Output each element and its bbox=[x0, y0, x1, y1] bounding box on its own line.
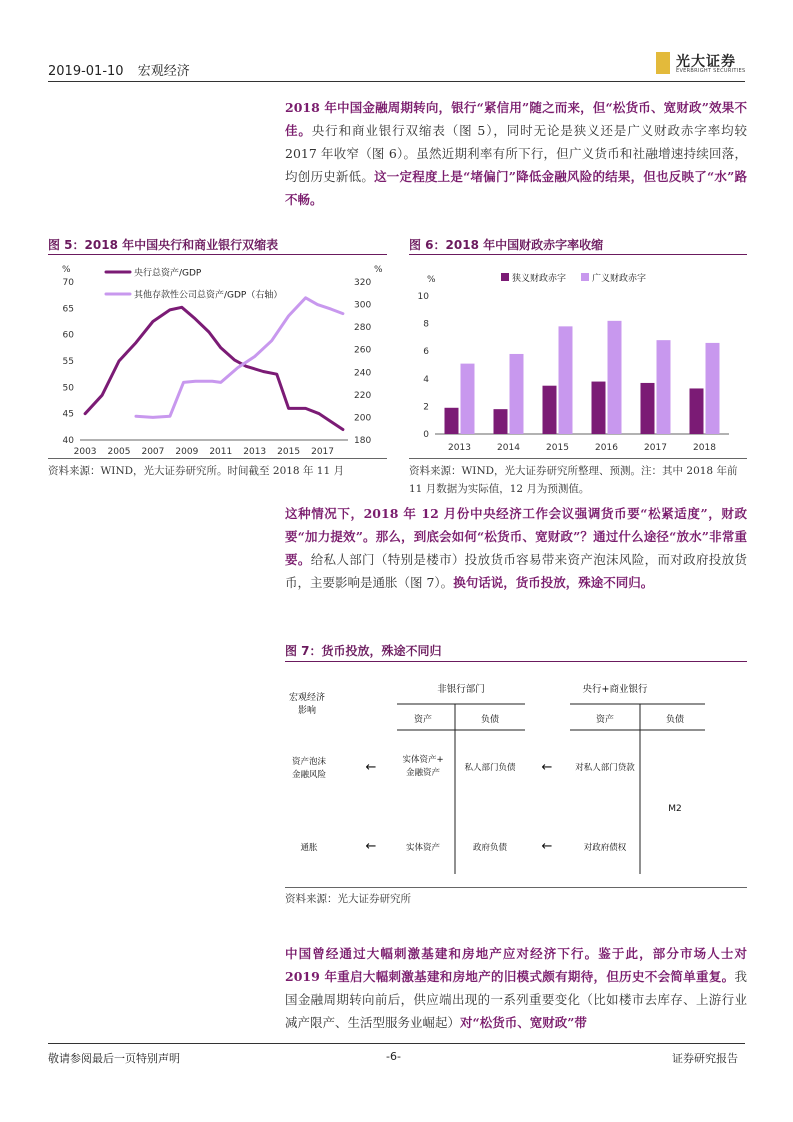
nonbank-real-assets: 实体资产 bbox=[405, 843, 441, 853]
bar-2014-series-1 bbox=[494, 409, 508, 434]
y-right-tick-label: 220 bbox=[354, 390, 372, 401]
figure-5-source: 资料来源：WIND，光大证券研究所。时间截至 2018 年 11 月 bbox=[48, 465, 344, 477]
figure-5-title-rule bbox=[48, 254, 387, 255]
x-tick-label: 2015 bbox=[277, 447, 301, 457]
figure-6-title: 图 6：2018 年中国财政赤字率收缩 bbox=[409, 238, 604, 252]
report-header bbox=[48, 60, 190, 79]
nonbank-financial-assets: 金融资产 bbox=[405, 768, 441, 778]
x-tick-label: 2007 bbox=[141, 447, 165, 457]
footer-report-type: 证券研究报告 bbox=[672, 1052, 738, 1065]
bank-assets-header: 资产 bbox=[595, 715, 615, 725]
x-tick-label: 2016 bbox=[595, 443, 618, 453]
x-tick-label: 2009 bbox=[175, 447, 199, 457]
bar-2018-series-2 bbox=[706, 343, 720, 434]
x-tick-label: 2015 bbox=[546, 443, 569, 453]
m2-label: M2 bbox=[668, 804, 682, 814]
figure-7-title-rule bbox=[285, 661, 747, 662]
claims-on-government: 对政府债权 bbox=[583, 843, 627, 853]
x-tick-label: 2017 bbox=[311, 447, 335, 457]
logo-mark-icon bbox=[656, 52, 670, 74]
paragraph-1-bold-lead: 2018 年中国金融周期转向，银行“紧信用”随之而来，但“松货币、宽财政”效果不佳。 bbox=[285, 100, 747, 138]
paragraph-1-body: 央行和商业银行双缩表（图 5），同时无论是狭义还是广义财政赤字率均较 2017 年收窄（图 6）。虽然近期利率有所下行，但广义货币和社融增速持续回落，均创历史新低。 bbox=[285, 123, 747, 184]
right-axis-unit: % bbox=[374, 265, 383, 275]
x-tick-label: 2003 bbox=[73, 447, 97, 457]
nonbank-liabilities-header: 负债 bbox=[480, 715, 500, 725]
header-rule bbox=[48, 81, 745, 82]
series-line-1 bbox=[85, 307, 343, 429]
impact-financial-risk: 金融风险 bbox=[291, 770, 327, 780]
y-right-tick-label: 280 bbox=[354, 323, 372, 334]
bar-2013-series-1 bbox=[445, 408, 459, 434]
nonbank-assets-header: 资产 bbox=[413, 715, 433, 725]
y-right-tick-label: 320 bbox=[354, 278, 372, 288]
y-right-tick-label: 300 bbox=[354, 300, 372, 311]
impact-header-line1: 宏观经济 bbox=[288, 693, 326, 703]
y-tick-label: 6 bbox=[423, 347, 429, 358]
paragraph-3-bold-tail: 对“松货币、宽财政”带 bbox=[460, 1015, 587, 1030]
nonbank-header: 非银行部门 bbox=[437, 684, 485, 695]
y-right-tick-label: 200 bbox=[354, 413, 372, 424]
arrow-left-icon: ← bbox=[541, 760, 553, 775]
bar-2016-series-2 bbox=[608, 321, 622, 434]
x-tick-label: 2014 bbox=[497, 443, 520, 453]
x-tick-label: 2013 bbox=[243, 447, 267, 457]
bar-2016-series-1 bbox=[592, 382, 606, 434]
page-number: -6- bbox=[386, 1050, 401, 1063]
series-line-2 bbox=[136, 298, 343, 418]
figure-7-bottom-rule bbox=[285, 887, 747, 888]
y-tick-label: 0 bbox=[423, 430, 429, 440]
paragraph-3 bbox=[285, 942, 747, 1034]
arrow-left-icon: ← bbox=[365, 839, 377, 854]
bar-2013-series-2 bbox=[461, 364, 475, 434]
x-tick-label: 2018 bbox=[693, 443, 716, 453]
impact-inflation: 通胀 bbox=[300, 843, 318, 853]
y-tick-label: 8 bbox=[423, 319, 429, 330]
y-left-tick-label: 45 bbox=[62, 409, 74, 420]
logo-english-name: EVERBRIGHT SECURITIES bbox=[676, 68, 746, 74]
paragraph-2-bold-tail: 换句话说，货币投放，殊途不同归。 bbox=[453, 575, 654, 590]
y-right-tick-label: 240 bbox=[354, 368, 372, 379]
bar-2015-series-2 bbox=[559, 326, 573, 434]
figure-6-title-rule bbox=[409, 254, 747, 255]
y-left-tick-label: 70 bbox=[62, 278, 74, 288]
nonbank-real-plus-financial-assets: 实体资产+ bbox=[402, 755, 444, 765]
paragraph-3-bold-lead: 中国曾经通过大幅刺激基建和房地产应对经济下行。鉴于此，部分市场人士对 2019 年重启大幅刺激基建和房地产的旧模式颇有期待，但历史不会简单重复。 bbox=[285, 946, 747, 984]
bar-2018-series-1 bbox=[690, 388, 704, 434]
x-tick-label: 2005 bbox=[107, 447, 131, 457]
bar-2017-series-2 bbox=[657, 340, 671, 434]
paragraph-2-bold-lead: 这种情况下，2018 年 12 月份中央经济工作会议强调货币要“松紧适度”，财政要“加力提效”。那么，到底会如何“松货币、宽财政”？通过什么途径“放水”非常重要。 bbox=[285, 506, 747, 567]
private-sector-liabilities: 私人部门负债 bbox=[464, 763, 516, 773]
y-left-tick-label: 65 bbox=[62, 304, 74, 315]
y-tick-label: 2 bbox=[423, 402, 429, 413]
figure-7-diagram bbox=[285, 668, 747, 886]
legend-label-2: 其他存款性公司总资产/GDP（右轴） bbox=[134, 290, 283, 301]
x-tick-label: 2011 bbox=[209, 447, 233, 457]
y-left-tick-label: 60 bbox=[62, 330, 74, 341]
y-tick-label: 10 bbox=[417, 292, 429, 302]
impact-asset-bubble: 资产泡沫 bbox=[291, 757, 327, 767]
legend-label-2: 广义财政赤字 bbox=[592, 274, 647, 284]
legend-swatch-1 bbox=[501, 273, 509, 281]
x-tick-label: 2013 bbox=[448, 443, 471, 453]
left-axis-unit: % bbox=[62, 265, 71, 275]
figure-5-title: 图 5：2018 年中国央行和商业银行双缩表 bbox=[48, 238, 279, 252]
bar-2015-series-1 bbox=[543, 386, 557, 434]
y-axis-unit: % bbox=[427, 275, 436, 285]
footer-rule bbox=[48, 1043, 745, 1044]
y-left-tick-label: 50 bbox=[62, 383, 74, 394]
bank-liabilities-header: 负债 bbox=[665, 715, 685, 725]
paragraph-2-body: 给私人部门（特别是楼市）投放货币容易带来资产泡沫风险，而对政府投放货币，主要影响是通胀（图 7）。 bbox=[285, 552, 747, 590]
legend-label-1: 央行总资产/GDP bbox=[134, 268, 202, 279]
x-tick-label: 2017 bbox=[644, 443, 667, 453]
bar-2017-series-1 bbox=[641, 383, 655, 434]
paragraph-3-body: 我国金融周期转向前后，供应端出现的一系列重要变化（比如楼市去库存、上游行业减产限产、生活型服务业崛起） bbox=[285, 969, 747, 1030]
y-left-tick-label: 55 bbox=[62, 357, 74, 367]
logo-name: 光大证券 bbox=[676, 54, 736, 70]
y-right-tick-label: 180 bbox=[354, 436, 372, 446]
figure-7-title: 图 7：货币投放，殊途不同归 bbox=[285, 644, 442, 658]
report-date: 2019-01-10 bbox=[48, 64, 124, 79]
y-tick-label: 4 bbox=[423, 374, 429, 385]
figure-6-bottom-rule bbox=[409, 458, 747, 459]
paragraph-2 bbox=[285, 502, 747, 594]
y-left-tick-label: 40 bbox=[62, 436, 74, 446]
bar-2014-series-2 bbox=[510, 354, 524, 434]
legend-swatch-2 bbox=[581, 273, 589, 281]
figure-6-bar-chart bbox=[409, 258, 747, 458]
government-liabilities: 政府负债 bbox=[472, 843, 508, 853]
figure-5-bottom-rule bbox=[48, 458, 387, 459]
loans-to-private-sector: 对私人部门贷款 bbox=[575, 763, 635, 773]
paragraph-1-bold-tail: 这一定程度上是“堵偏门”降低金融风险的结果，但也反映了“水”路不畅。 bbox=[285, 169, 747, 207]
paragraph-1 bbox=[285, 96, 747, 211]
arrow-left-icon: ← bbox=[365, 760, 377, 775]
report-section: 宏观经济 bbox=[137, 64, 190, 79]
y-right-tick-label: 260 bbox=[354, 345, 372, 356]
figure-7-source: 资料来源：光大证券研究所 bbox=[285, 893, 411, 905]
legend-label-1: 狭义财政赤字 bbox=[512, 274, 567, 284]
impact-header-line2: 影响 bbox=[297, 706, 317, 716]
company-logo bbox=[656, 52, 752, 76]
figure-5-line-chart bbox=[48, 258, 388, 458]
bank-header: 央行+商业银行 bbox=[582, 684, 648, 695]
footer-disclaimer: 敬请参阅最后一页特别声明 bbox=[48, 1052, 180, 1065]
figure-6-source: 资料来源：WIND，光大证券研究所整理、预测。注：其中 2018 年前 11 月数据为实际值，12 月为预测值。 bbox=[409, 465, 738, 495]
arrow-left-icon: ← bbox=[541, 839, 553, 854]
